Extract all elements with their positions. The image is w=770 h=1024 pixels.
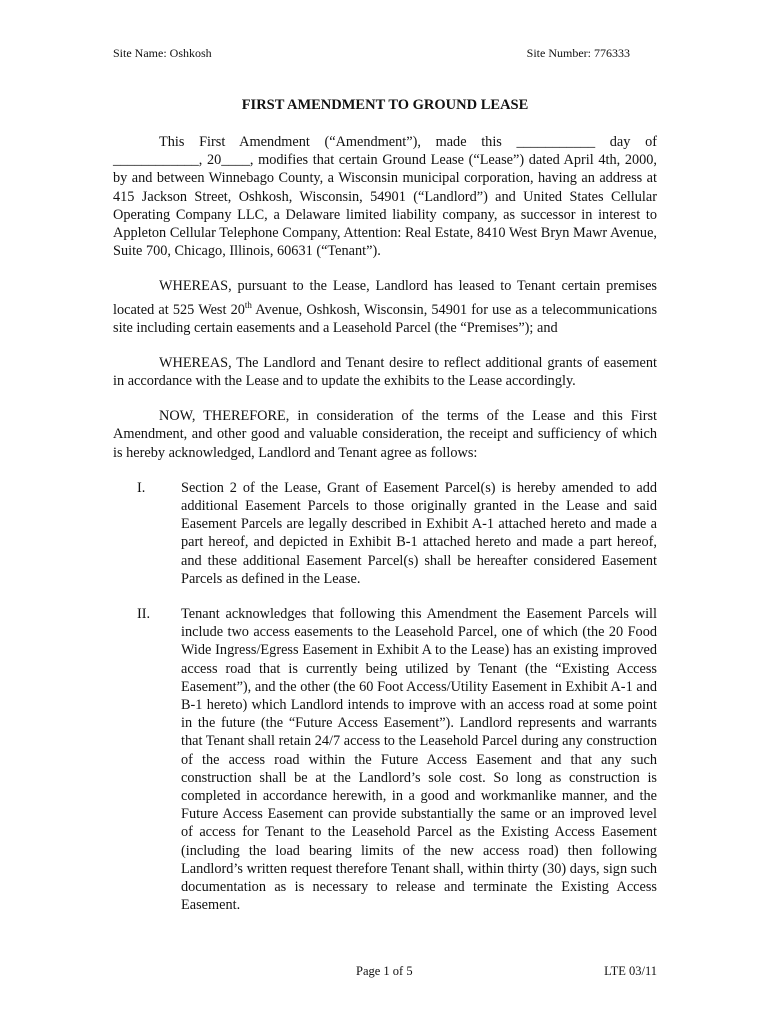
intro-paragraph: This First Amendment (“Amendment”), made this ___________ day of ____________, 20____, modifies that certain Ground Lease (“Lease”) dated April 4th, 2000, by and between Winnebago County, a Wisconsin municipal corporation, having an address at 415 Jackson Street, Oshkosh, Wisconsin, 54901 (“Landlord”) and United States Cellular Operating Company LLC, a Delaware limited liability company, as successor in interest to Appleton Cellular Telephone Company, Attention: Real Estate, 8410 West Bryn Mawr Avenue, Suite 700, Chicago, Illinois, 60631 (“Tenant”). [113, 134, 657, 260]
ordinal-superscript: th [244, 299, 252, 310]
header-site-name: Site Name: Oshkosh [113, 46, 212, 60]
whereas-paragraph-1 [113, 277, 657, 336]
list-item-text: Tenant acknowledges that following this Amendment the Easement Parcels will include two access easements to the Leasehold Parcel, one of which (the 20 Food Wide Ingress/Egress Easement in Exhibit A to the Lease) has an existing improved access road that is currently being utilized by Tenant (the “Existing Access Easement”), and the other (the 60 Foot Access/Utility Easement in Exhibit A-1 and B-1 hereto) which Landlord intends to improve with an access road at some point in the future (the “Future Access Easement”). Landlord represents and warrants that Tenant shall retain 24/7 access to the Leasehold Parcel during any construction of the access road within the Future Access Easement and that any such construction shall be at the Landlord’s sole cost. So long as construction is completed in accordance herewith, in a good and workmanlike manner, and the Future Access Easement can provide substantially the same or an improved level of access for Tenant to the Leasehold Parcel as the Existing Access Easement (including the load bearing limits of the new access road) then following Landlord’s written request therefore Tenant shall, within thirty (30) days, sign such documentation as is necessary to release and terminate the Existing Access Easement. [181, 606, 657, 914]
list-item [113, 479, 657, 588]
list-item-number: I. [137, 479, 146, 496]
footer-form-code: LTE 03/11 [604, 964, 657, 978]
list-item-number: II. [137, 606, 151, 623]
whereas-1-text-a: WHEREAS, pursuant to the Lease, Landlord has leased to Tenant certain premises located at 525 West 20 [113, 278, 657, 318]
document-title: FIRST AMENDMENT TO GROUND LEASE [241, 97, 529, 113]
list-item [113, 605, 657, 914]
now-therefore-paragraph: NOW, THEREFORE, in consideration of the terms of the Lease and this First Amendment, and other good and valuable consideration, the receipt and sufficiency of which is hereby acknowledged, Landlord and Tenant agree as follows: [113, 408, 657, 461]
header-site-number: Site Number: 776333 [526, 46, 630, 60]
footer-page-number: Page 1 of 5 [356, 964, 413, 978]
whereas-paragraph-2: WHEREAS, The Landlord and Tenant desire to reflect additional grants of easement in accordance with the Lease and to update the exhibits to the Lease accordingly. [113, 354, 657, 389]
list-item-text: Section 2 of the Lease, Grant of Easement Parcel(s) is hereby amended to add additional Easement Parcels to those originally granted in the Lease and said Easement Parcels are legally described in Exhibit A-1 attached hereto and made a part hereof, and depicted in Exhibit B-1 attached hereto and made a part hereof, and these additional Easement Parcel(s) shall be hereafter considered Easement Parcels as defined in the Lease. [181, 479, 657, 587]
document-body [113, 133, 657, 914]
whereas-1-text-b: Avenue, Oshkosh, Wisconsin, 54901 for use as a telecommunications site including certain easements and a Leasehold Parcel (the “Premises”); and [113, 301, 658, 336]
